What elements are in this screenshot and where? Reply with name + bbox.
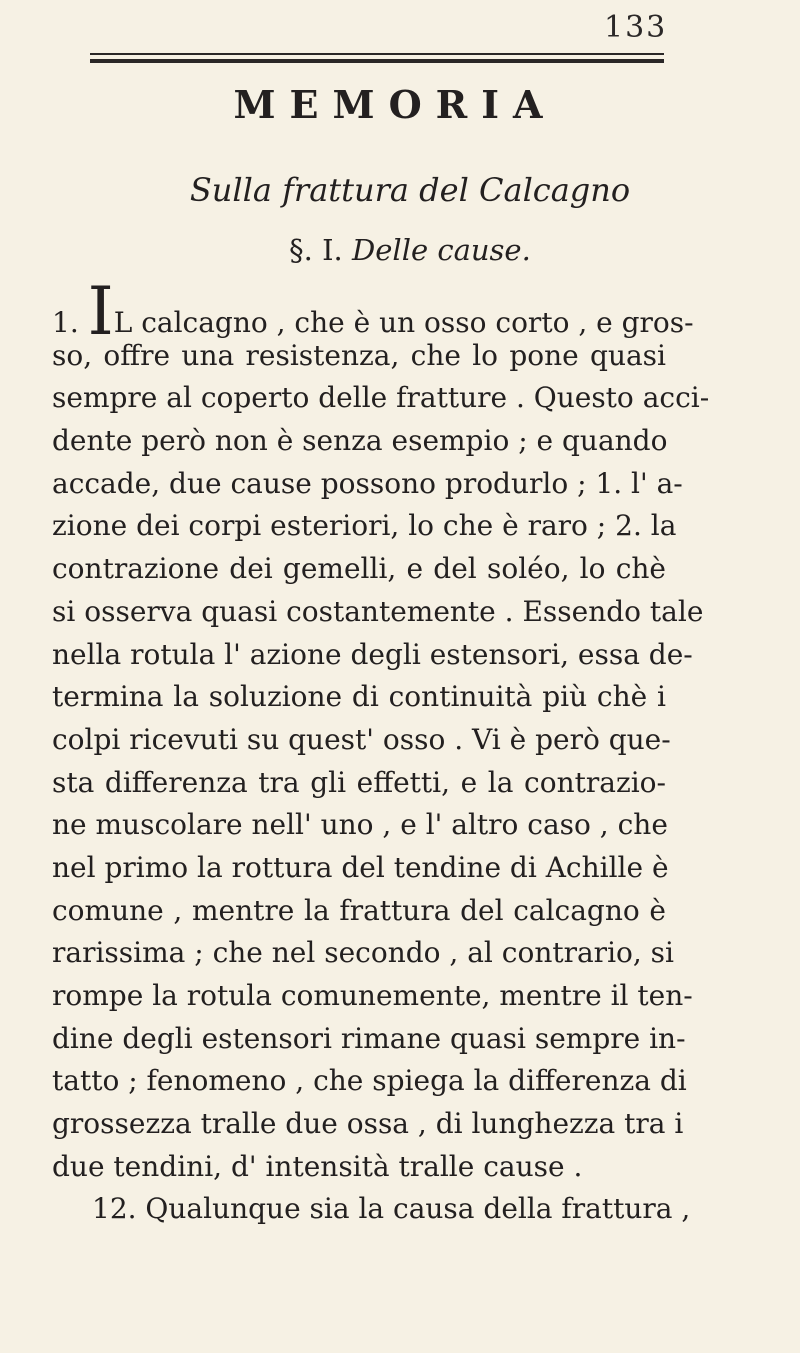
text-line [52,463,683,506]
line-text: due tendini, d' intensità tralle cause . [52,1149,583,1183]
line-text: rompe la rotula comunemente, mentre il ten- [52,979,693,1012]
text-line [52,932,675,975]
text-line [52,548,666,591]
text-line [52,847,669,890]
line-text: sta differenza tra gli effetti, e la contrazio- [52,765,666,799]
text-line [52,890,666,933]
line-text: sempre al coperto delle fratture . Questo acci- [52,381,710,415]
page-title: MEMORIA [233,82,557,127]
text-line [52,804,666,847]
body-text [52,273,710,1231]
section-heading [100,233,690,267]
text-line [52,377,710,420]
text-line [52,335,666,378]
text-line [52,676,666,719]
text-line [52,634,693,677]
page-subtitle: Sulla frattura del Calcagno [189,171,631,209]
line-text: dente però non è senza esempio ; e quando [52,424,668,458]
text-line [52,1188,691,1231]
text-line [52,505,677,548]
line-text: accade, due cause possono produrlo ; 1. l' a- [52,466,683,500]
text-line [52,1018,686,1061]
text-line [52,1103,684,1146]
line-text: L calcagno , che è un osso corto , e gros- [113,306,694,339]
text-line [52,975,693,1018]
section-number: §. I. [289,233,343,267]
text-line [52,1146,666,1189]
line-text: so, offre una resistenza, che lo pone quasi [52,338,666,372]
header-rule [90,53,664,63]
line-text: tatto ; fenomeno , che spiega la differenza di [52,1064,687,1098]
text-line [52,1060,687,1103]
section-title: Delle cause. [352,233,531,267]
line-text: termina la soluzione di continuità più chè i [52,680,666,714]
line-text: si osserva quasi costantemente . Essendo tale [52,594,704,628]
line-text: dine degli estensori rimane quasi sempre in- [52,1021,686,1055]
text-line [52,762,666,805]
text-line [52,719,671,762]
line-text: contrazione dei gemelli, e del soléo, lo chè [52,552,666,586]
line-text: ne muscolare nell' uno , e l' altro caso , che [52,808,668,842]
line-text: colpi ricevuti su quest' osso . Vi è però que- [52,722,671,756]
text-line [52,591,704,634]
line-text: nella rotula l' azione degli estensori, essa de- [52,637,693,671]
line-text: grossezza tralle due ossa , di lunghezza tra i [52,1107,684,1141]
line-text: rarissima ; che nel secondo , al contrario, si [52,936,675,970]
text-line [52,420,666,463]
drop-cap: I [87,273,114,350]
line-text: zione dei corpi esteriori, lo che è raro ; 2. la [52,509,677,543]
line-text: comune , mentre la frattura del calcagno è [52,893,666,927]
page-number: 133 [604,10,668,45]
paragraph-number: 1. [52,306,79,339]
line-text: 12. Qualunque sia la causa della frattura , [92,1192,691,1226]
line-text: nel primo la rottura del tendine di Achille è [52,850,669,884]
text-line [52,273,694,350]
